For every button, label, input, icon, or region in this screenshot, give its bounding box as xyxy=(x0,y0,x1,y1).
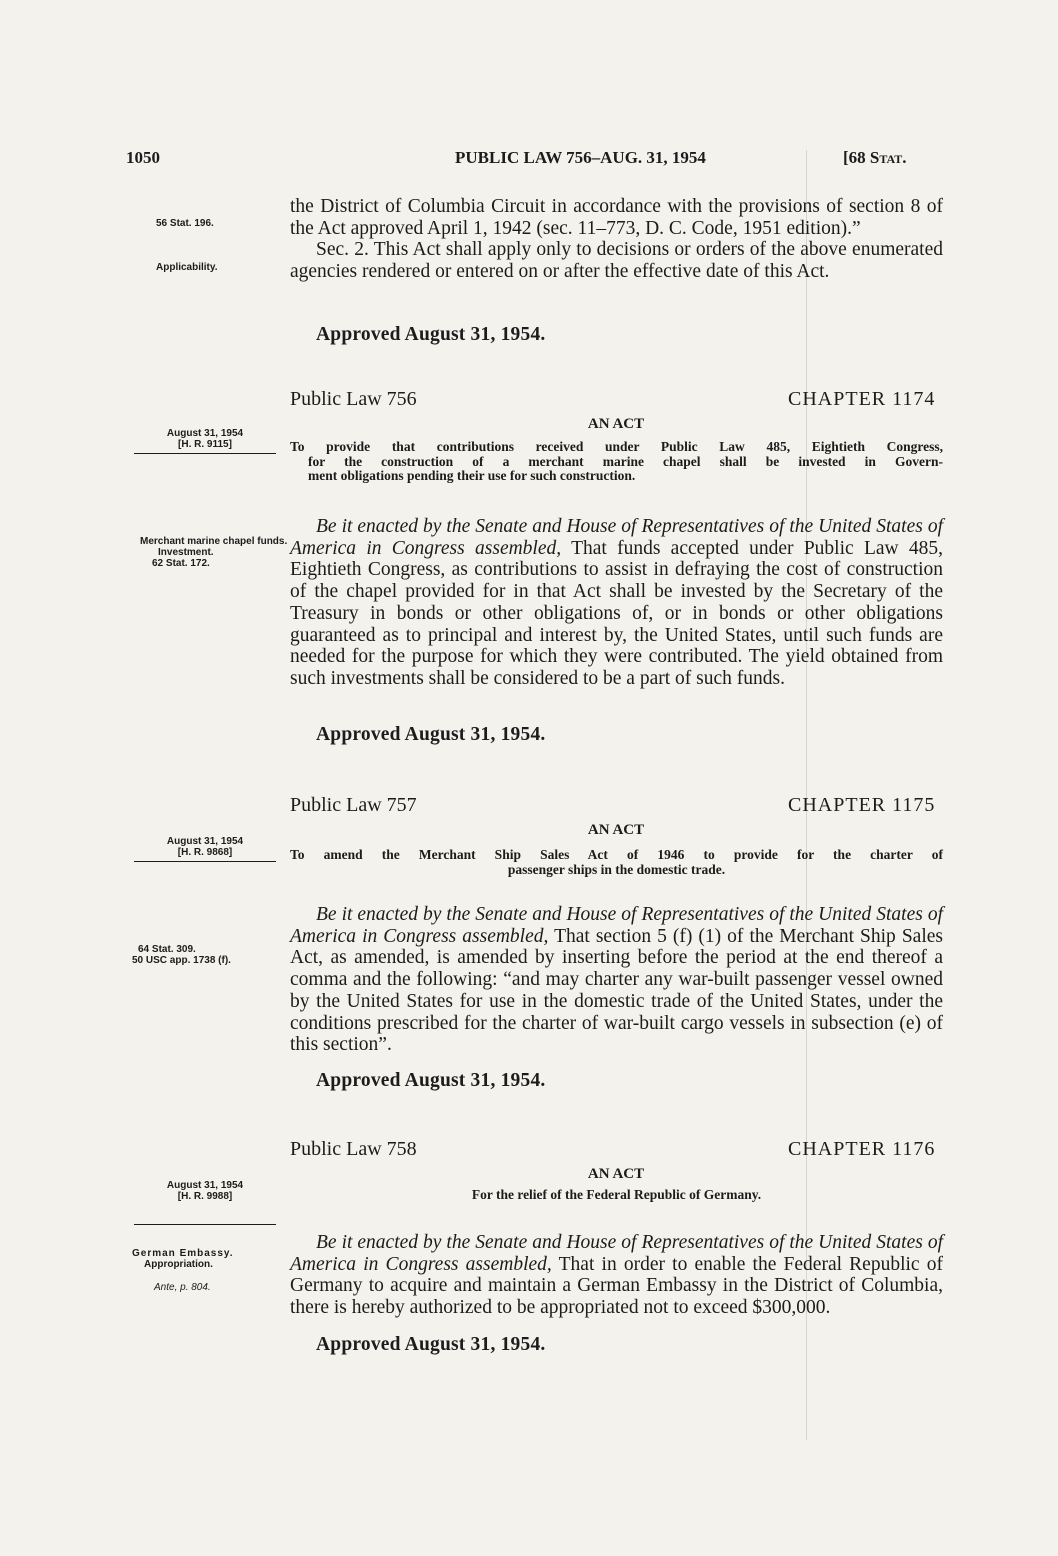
enacting-clause: Be it enacted by the Senate and House of Representatives of the United States of America in Congress assembled, xyxy=(290,1232,943,1275)
approved-line-preceding: Approved August 31, 1954. xyxy=(316,324,546,345)
approved-line-757: Approved August 31, 1954. xyxy=(316,1070,546,1091)
margin-notes-757 xyxy=(132,944,282,966)
page-number: 1050 xyxy=(126,148,160,167)
margin-note: Appropriation. xyxy=(144,1259,213,1270)
volume-reference: [68 Stat. xyxy=(843,148,907,167)
margin-note-56-stat: 56 Stat. 196. xyxy=(156,218,214,229)
margin-rule xyxy=(134,1224,276,1225)
margin-rule xyxy=(134,453,276,454)
margin-date-bill-757 xyxy=(130,836,280,862)
margin-note: Merchant marine chapel funds. xyxy=(140,536,288,547)
approved-line-758: Approved August 31, 1954. xyxy=(316,1334,546,1355)
running-title: PUBLIC LAW 756–AUG. 31, 1954 xyxy=(455,148,706,167)
margin-note-applicability: Applicability. xyxy=(156,262,218,273)
public-law-758-heading: Public Law 758 xyxy=(290,1138,417,1160)
summary-line: To amend the Merchant Ship Sales Act of 1946 to provide for the charter of xyxy=(290,847,943,862)
continuation-text: the District of Columbia Circuit in accordance with the provisions of section 8 of the Act approved April 1, 1942 (sec. 11–773, D. C. Code, 1951 edition).” xyxy=(290,196,943,239)
law-758-body xyxy=(290,1232,943,1319)
enacting-clause: Be it enacted by the Senate and House of Representatives of the United States of America in Congress assembled, xyxy=(290,516,943,559)
law-757-body xyxy=(290,904,943,1056)
margin-note: 62 Stat. 172. xyxy=(152,558,210,569)
summary-line: for the construction of a merchant marine chapel shall be invested in Govern- xyxy=(308,453,943,469)
margin-bill: [H. R. 9115] xyxy=(178,439,232,450)
an-act-label: AN ACT xyxy=(587,822,645,838)
law-758-summary xyxy=(290,1188,943,1203)
margin-date: August 31, 1954 xyxy=(166,1180,244,1191)
law-text: That in order to enable the Federal Republic of Germany to acquire and maintain a German Embassy in the District of Columbia, there is hereby authorized to be appropriated not to exceed $300,000. xyxy=(290,1253,943,1319)
margin-note: Ante, p. 804. xyxy=(154,1282,211,1293)
margin-date-bill-756 xyxy=(130,428,280,454)
margin-bill: [H. R. 9868] xyxy=(177,847,233,858)
margin-rule xyxy=(134,861,276,862)
margin-note: 64 Stat. 309. xyxy=(138,944,196,955)
law-text: That section 5 (f) (1) of the Merchant Ship Sales Act, as amended, is amended by inserting before the period at the end thereof a comma and the following: “and may charter any war-built passenger vessel owned by the United States for use in the domestic trade of the United States, under the conditions prescribed for the charter of war-built cargo vessels in subsection (e) of this section”. xyxy=(290,925,943,1056)
law-756-summary xyxy=(290,440,943,484)
margin-date: August 31, 1954 xyxy=(166,428,244,439)
margin-note: 50 USC app. 1738 (f). xyxy=(132,955,231,966)
an-act-label: AN ACT xyxy=(587,416,645,432)
section-2-text: Sec. 2. This Act shall apply only to decisions or orders of the above enumerated agencies rendered or entered on or after the effective date of this Act. xyxy=(290,239,943,283)
public-law-757-heading: Public Law 757 xyxy=(290,794,417,816)
margin-note: German Embassy. xyxy=(132,1248,234,1259)
an-act-label: AN ACT xyxy=(587,1166,645,1182)
margin-notes-756 xyxy=(140,536,290,569)
summary-line: ment obligations pending their use for such construction. xyxy=(308,468,636,483)
public-law-756-heading: Public Law 756 xyxy=(290,388,417,410)
margin-date: August 31, 1954 xyxy=(166,836,244,847)
page-header xyxy=(0,148,1058,178)
summary-line: passenger ships in the domestic trade. xyxy=(507,861,726,877)
law-756-body xyxy=(290,516,943,690)
summary-line: To provide that contributions received under Public Law 485, Eightieth Congress, xyxy=(290,439,943,454)
approved-line-756: Approved August 31, 1954. xyxy=(316,724,546,745)
preceding-continuation xyxy=(290,196,943,283)
chapter-1176-heading: CHAPTER 1176 xyxy=(788,1138,936,1160)
margin-date-bill-758 xyxy=(130,1180,280,1225)
law-text: That funds accepted under Public Law 485, Eightieth Congress, as contributions to assist in defraying the cost of construction of the chapel provided for in that Act shall be invested by the Secretary of the Treasury in bonds or other obligations of, or in bonds or other obligations guaranteed as to principal and interest by, the United States, until such funds are needed for the purpose for which they were contributed. The yield obtained from such investments shall be considered to be a part of such funds. xyxy=(290,537,943,689)
chapter-1174-heading: CHAPTER 1174 xyxy=(788,388,936,410)
margin-bill: [H. R. 9988] xyxy=(177,1191,233,1202)
margin-note: Investment. xyxy=(158,547,214,558)
enacting-clause: Be it enacted by the Senate and House of Representatives of the United States of America in Congress assembled, xyxy=(290,904,943,947)
summary-line: For the relief of the Federal Republic of Germany. xyxy=(471,1187,762,1202)
law-757-summary xyxy=(290,848,943,877)
margin-notes-758 xyxy=(132,1248,282,1293)
chapter-1175-heading: CHAPTER 1175 xyxy=(788,794,936,816)
